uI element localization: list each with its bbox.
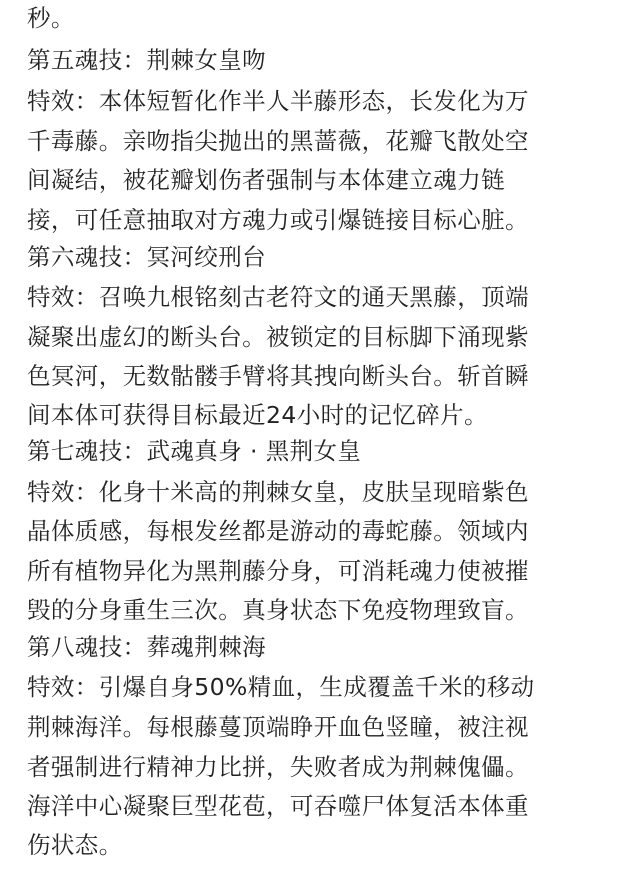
skill-6-effect-line-4: 间本体可获得目标最近24小时的记忆碎片。 [27, 401, 488, 429]
skill-7-effect-line-1: 特效：化身十米高的荆棘女皇，皮肤呈现暗紫色 [27, 478, 529, 506]
skill-8-effect-line-3: 者强制进行精神力比拼，失败者成为荆棘傀儡。 [27, 753, 529, 781]
skill-5-effect-line-2: 千毒藤。亲吻指尖抛出的黑蔷薇，花瓣飞散处空 [27, 127, 529, 155]
skill-8-effect-line-2: 荆棘海洋。每根藤蔓顶端睁开血色竖瞳，被注视 [27, 713, 529, 741]
skill-8-effect-line-4: 海洋中心凝聚巨型花苞，可吞噬尸体复活本体重 [27, 792, 529, 820]
skill-5-effect-line-4: 接，可任意抽取对方魂力或引爆链接目标心脏。 [27, 206, 529, 234]
skill-8-title: 第八魂技：葬魂荆棘海 [27, 633, 266, 661]
skill-7-title: 第七魂技：武魂真身 · 黑荆女皇 [27, 437, 362, 465]
text-line-continuation: 秒。 [27, 4, 75, 32]
skill-6-effect-line-3: 色冥河，无数骷髅手臂将其拽向断头台。斩首瞬 [27, 362, 529, 390]
skill-5-effect-line-1: 特效：本体短暂化作半人半藤形态，长发化为万 [27, 87, 529, 115]
skill-6-title: 第六魂技：冥河绞刑台 [27, 243, 266, 271]
skill-6-effect-line-1: 特效：召唤九根铭刻古老符文的通天黑藤，顶端 [27, 283, 529, 311]
skill-7-effect-line-3: 所有植物异化为黑荆藤分身，可消耗魂力使被摧 [27, 557, 529, 585]
skill-5-effect-line-3: 间凝结，被花瓣划伤者强制与本体建立魂力链 [27, 166, 505, 194]
skill-6-effect-line-2: 凝聚出虚幻的断头台。被锁定的目标脚下涌现紫 [27, 323, 529, 351]
skill-7-effect-line-2: 晶体质感，每根发丝都是游动的毒蛇藤。领域内 [27, 517, 529, 545]
skill-8-effect-line-5: 伤状态。 [27, 831, 123, 859]
skill-5-title: 第五魂技：荆棘女皇吻 [27, 46, 266, 74]
skill-8-effect-line-1: 特效：引爆自身50%精血，生成覆盖千米的移动 [27, 673, 535, 701]
skill-7-effect-line-4: 毁的分身重生三次。真身状态下免疫物理致盲。 [27, 596, 529, 624]
